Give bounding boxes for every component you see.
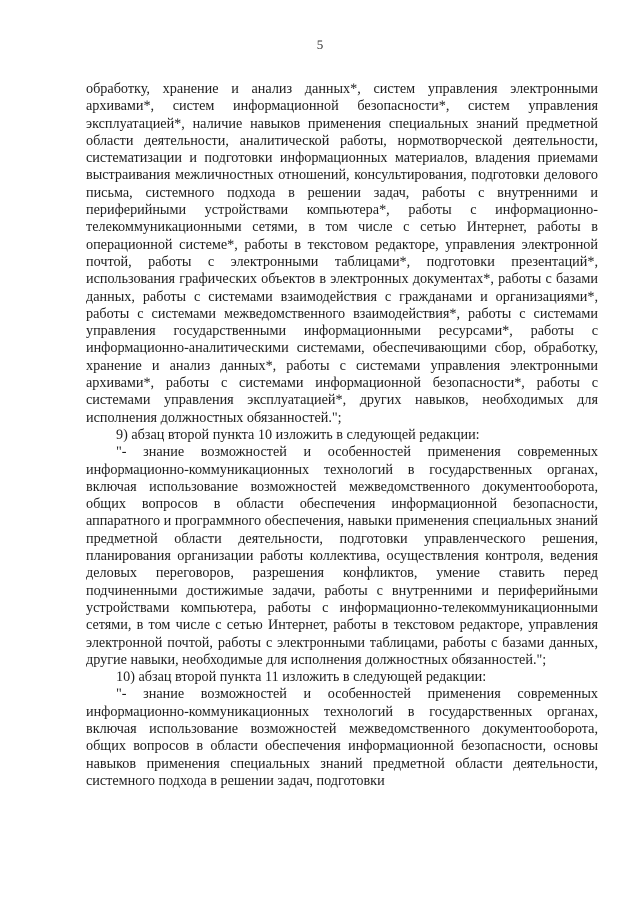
paragraph-item-10: 10) абзац второй пункта 11 изложить в следующей редакции: [116, 669, 487, 686]
document-body [86, 81, 598, 790]
paragraph-item-9-text: "- знание возможностей и особенностей применения современных информационно-коммуникационных технологий в государственных органах, включая использование возможностей межведомственного документооборота, общих вопросов в области обеспечения информационной безопасности, аппаратного и программного обеспечения, навыки применения специальных знаний предметной области деятельности, подготовки управленческого решения, планирования организации работы коллектива, осуществления контроля, ведения деловых переговоров, разрешения конфликтов, умение ставить перед подчиненными достижимые задачи, работы с внутренними и периферийными устройствами компьютера, работы с информационно-телекоммуникационными сетями, в том числе с сетью Интернет, работы в текстовом редакторе, управления электронной почтой, работы с электронными таблицами, работы с базами данных, другие навыки, необходимые для исполнения должностных обязанностей."; [86, 444, 598, 668]
paragraph-item-9: 9) абзац второй пункта 10 изложить в следующей редакции: [116, 426, 480, 443]
page-number: 5 [316, 37, 324, 52]
paragraph-item-10-text: "- знание возможностей и особенностей применения современных информационно-коммуникационных технологий в государственных органах, включая использование возможностей межведомственного документооборота, общих вопросов в области обеспечения информационной безопасности, основы навыков применения специальных знаний предметной области деятельности, системного подхода в решении задач, подготовки [86, 686, 598, 789]
paragraph-skills-continuation: обработку, хранение и анализ данных*, систем управления электронными архивами*, систем информационной безопасности*, систем управления эксплуатацией*, наличие навыков применения специальных знаний предметной области деятельности, аналитической работы, нормотворческой деятельности, систематизации и подготовки информационных материалов, владения приемами выстраивания межличностных отношений, консультирования, подготовки делового письма, системного подхода в решении задач, работы с внутренними и периферийными устройствами компьютера*, работы с информационно-телекоммуникационными сетями, в том числе с сетью Интернет, работы в операционной системе*, работы в текстовом редакторе, управления электронной почтой, работы с электронными таблицами*, подготовки презентаций*, использования графических объектов в электронных документах*, работы с базами данных, работы с системами взаимодействия с гражданами и организациями*, работы с системами межведомственного взаимодействия*, работы с системами управления государственными информационными ресурсами*, работы с информационно-аналитическими системами, обеспечивающими сбор, обработку, хранение и анализ данных*, работы с системами управления электронными архивами*, работы с системами информационной безопасности*, работы с системами управления эксплуатацией*, других навыков, необходимых для исполнения должностных обязанностей."; [86, 81, 598, 426]
